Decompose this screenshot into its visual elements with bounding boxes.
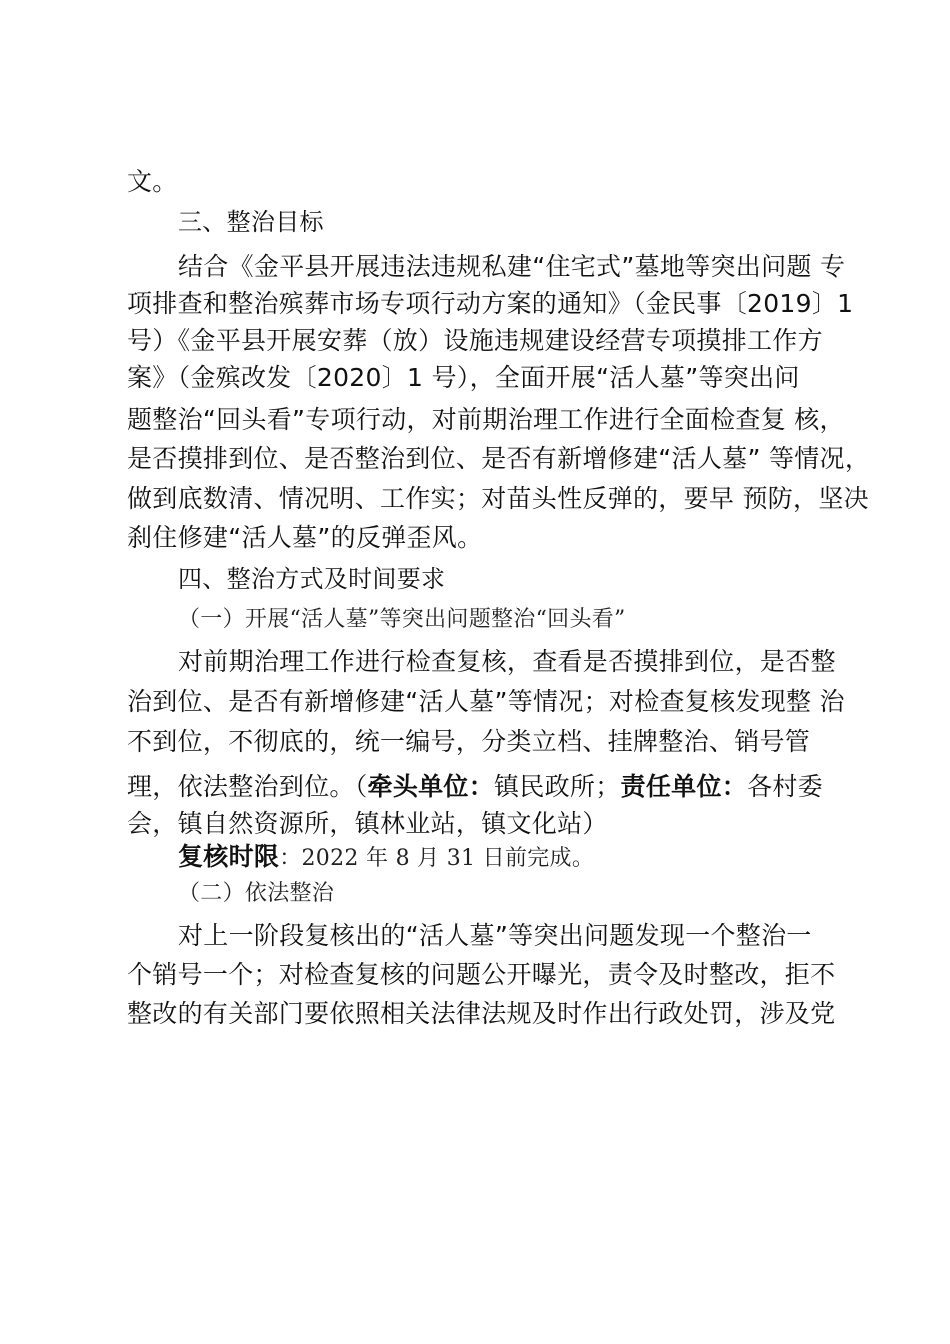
text-line: 题整治“回头看”专项行动，对前期治理工作进行全面检查复 核，	[127, 405, 845, 434]
text-line: 是否摸排到位、是否整治到位、是否有新增修建“活人墓” 等情况，	[127, 444, 871, 473]
text-line: 文。	[127, 167, 178, 196]
text-span: 理，依法整治到位。（	[127, 772, 368, 801]
text-line: 结合《金平县开展违法违规私建“住宅式”墓地等突出问题 专	[178, 252, 846, 281]
text-line: 项排查和整治殡葬市场专项行动方案的通知》（金民事〔2019〕1	[127, 289, 854, 318]
text-line-responsibility	[127, 771, 823, 803]
section-heading-4: 四、整治方式及时间要求	[178, 565, 446, 593]
text-line: 刹住修建“活人墓”的反弹歪风。	[127, 523, 483, 552]
text-line: 做到底数清、情况明、工作实；对苗头性反弹的，要早 预防，坚决	[127, 484, 869, 513]
responsible-unit-label: 责任单位：	[620, 772, 748, 801]
text-line: 对前期治理工作进行检查复核，查看是否摸排到位，是否整	[178, 647, 836, 676]
text-line: 会，镇自然资源所，镇林业站，镇文化站）	[127, 809, 608, 838]
subsection-heading-1: （一）开展“活人墓”等突出问题整治“回头看”	[178, 607, 626, 632]
text-line: 案》（金殡改发〔2020〕1 号），全面开展“活人墓”等突出问	[127, 363, 800, 392]
deadline-value: ：2022 年 8 月 31 日前完成。	[279, 846, 595, 871]
deadline-line	[178, 841, 594, 875]
text-line: 治到位、是否有新增修建“活人墓”等情况；对检查复核发现整 治	[127, 687, 845, 716]
text-line: 号）《金平县开展安葬（放）设施违规建设经营专项摸排工作方	[127, 326, 823, 355]
subsection-heading-2: （二）依法整治	[178, 881, 335, 906]
lead-unit-value: 镇民政所；	[494, 772, 621, 801]
text-line: 整改的有关部门要依照相关法律法规及时作出行政处罚，涉及党	[127, 999, 836, 1028]
text-line: 对上一阶段复核出的“活人墓”等突出问题发现一个整治一	[178, 921, 812, 950]
responsible-unit-value: 各村委	[747, 772, 823, 801]
deadline-label: 复核时限	[178, 842, 280, 871]
section-heading-3: 三、整治目标	[178, 208, 324, 236]
text-line: 个销号一个；对检查复核的问题公开曝光，责令及时整改，拒不	[127, 960, 836, 989]
text-line: 不到位，不彻底的，统一编号，分类立档、挂牌整治、销号管	[127, 727, 811, 756]
lead-unit-label: 牵头单位：	[367, 772, 495, 801]
